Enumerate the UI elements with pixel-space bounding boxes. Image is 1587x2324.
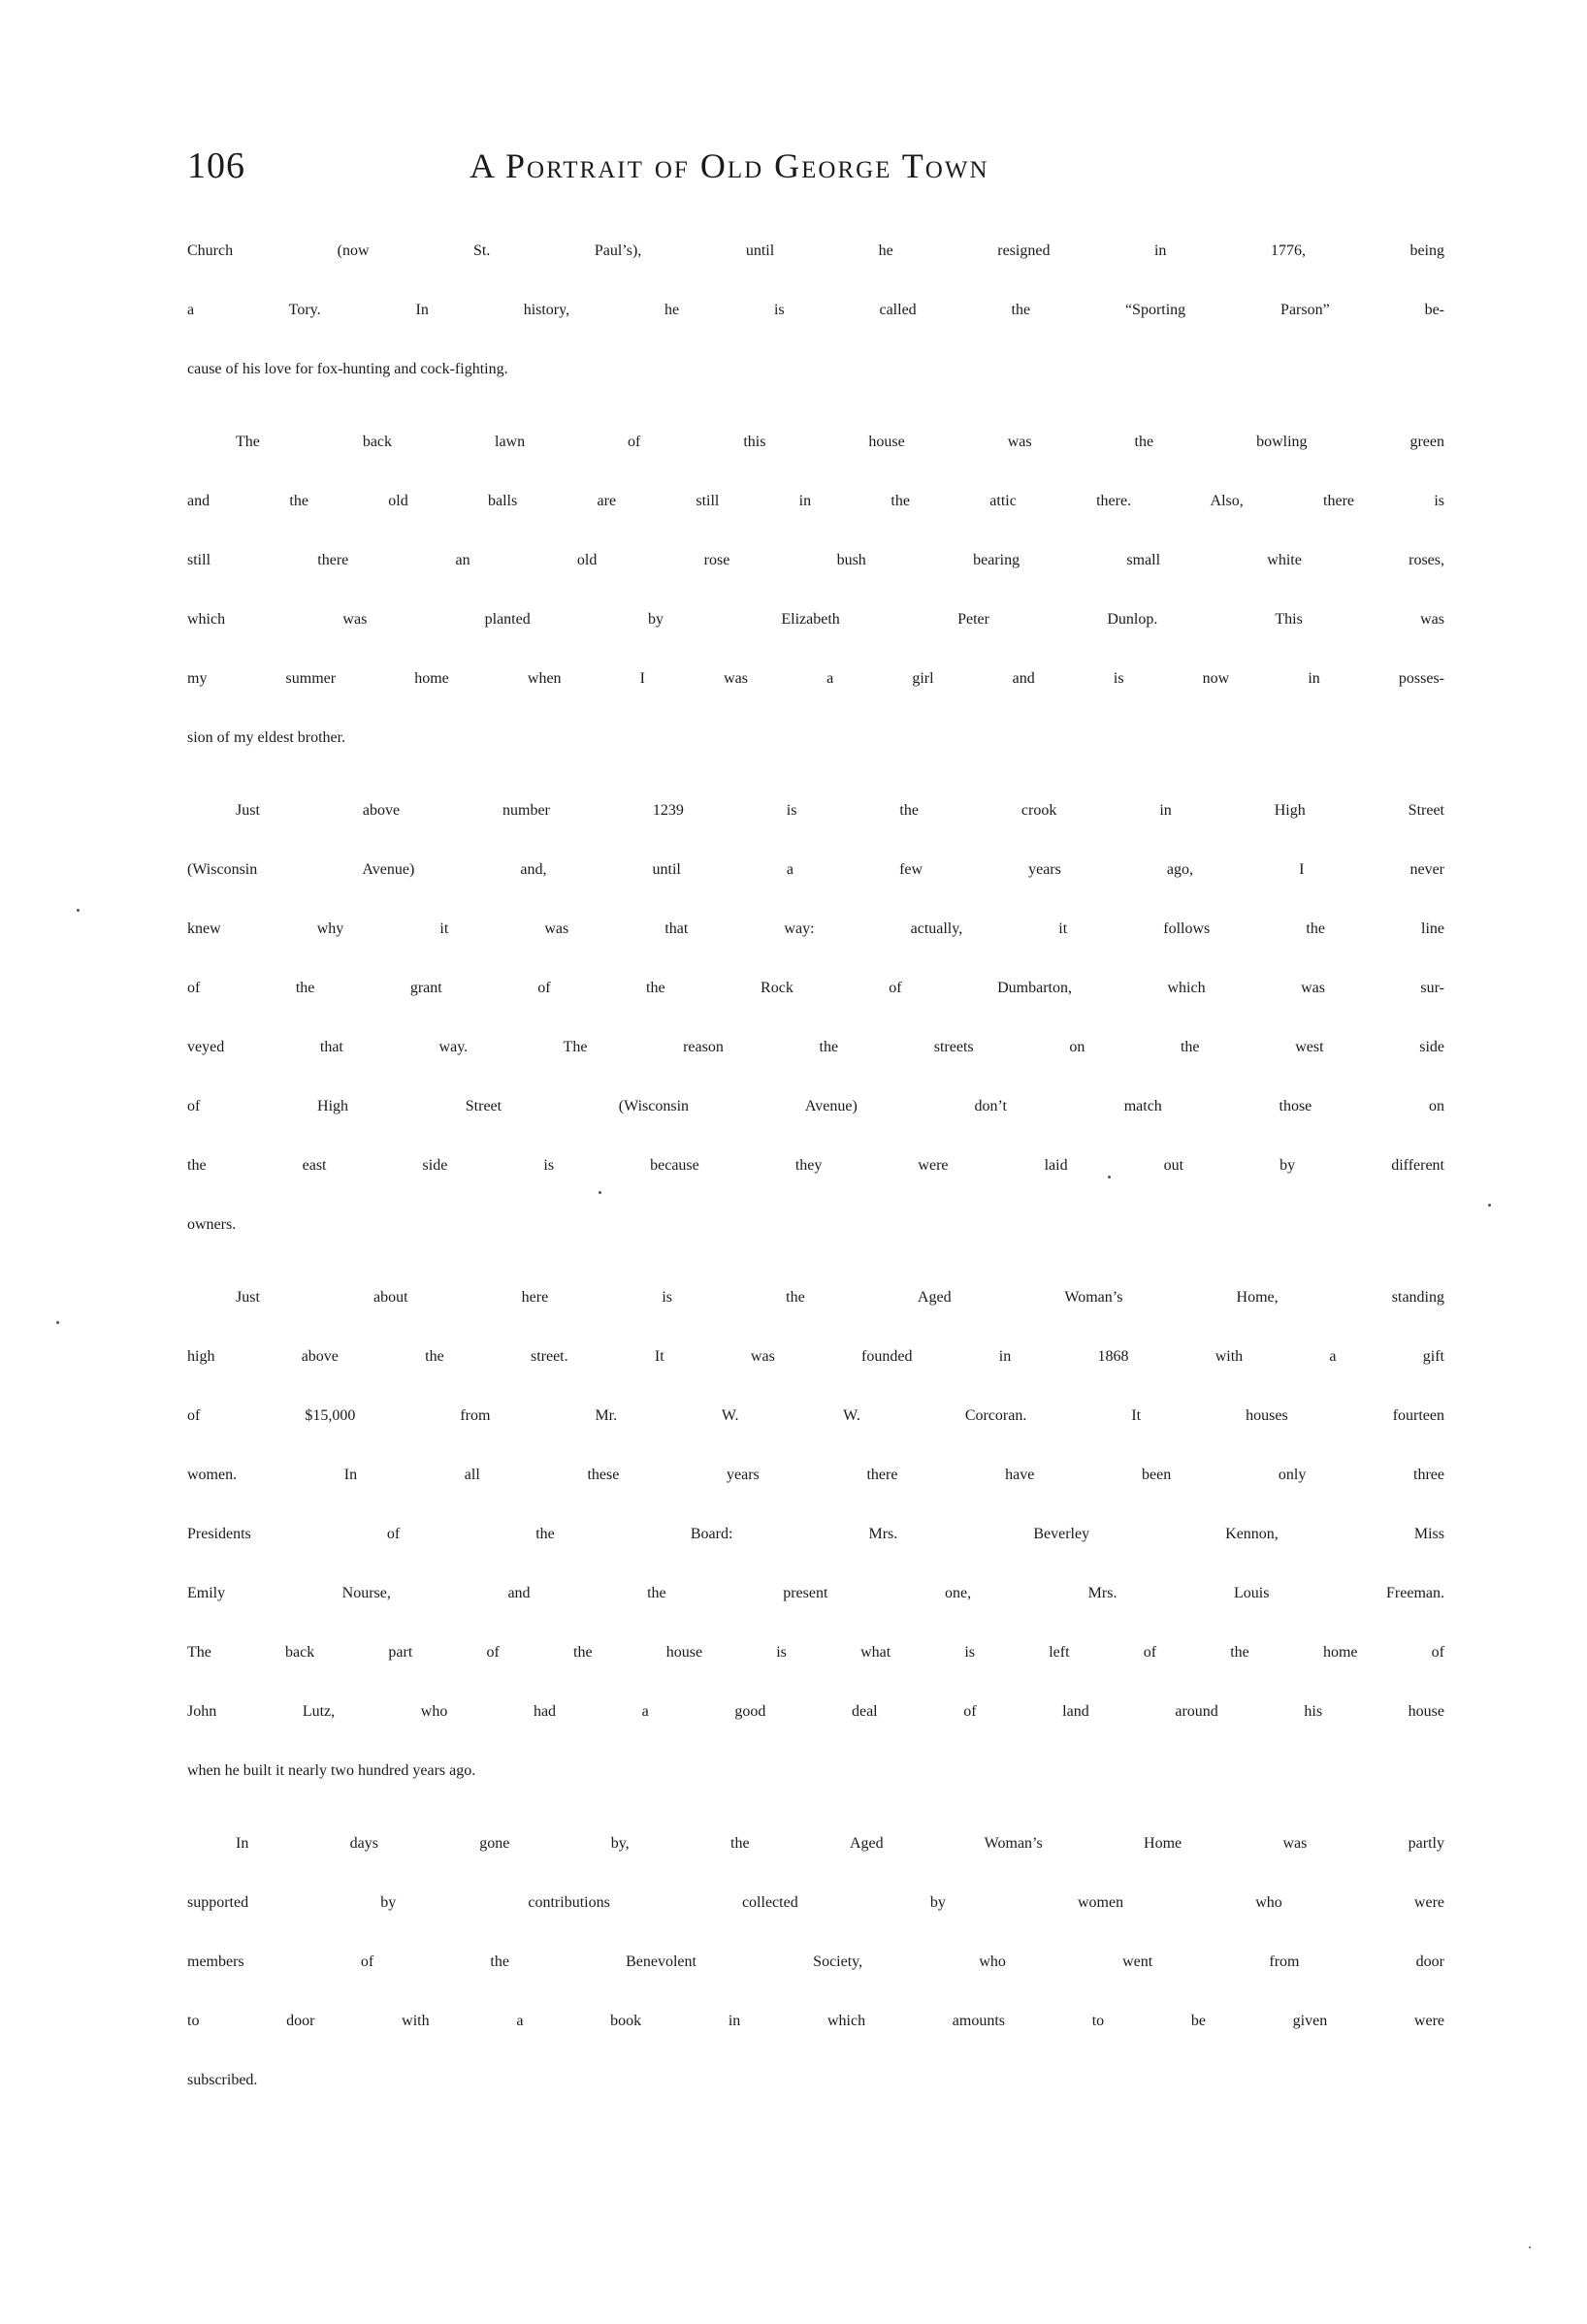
scan-speck — [1529, 2246, 1531, 2248]
scan-speck — [1488, 1204, 1491, 1207]
text-line: Presidents of the Board: Mrs. Beverley Kennon, Miss — [187, 1526, 1444, 1542]
text-line: The back part of the house is what is left of the home of — [187, 1644, 1444, 1661]
paragraph-3 — [187, 781, 1444, 1254]
body-text — [187, 221, 1444, 2123]
paragraph-5 — [187, 1814, 1444, 2110]
text-line: cause of his love for fox-hunting and cock-fighting. — [187, 361, 508, 377]
text-line: Just above number 1239 is the crook in High Street — [236, 802, 1444, 819]
text-line: members of the Benevolent Society, who went from door — [187, 1953, 1444, 1970]
text-line: knew why it was that way: actually, it follows the line — [187, 920, 1444, 937]
paragraph-4 — [187, 1268, 1444, 1800]
text-line: a Tory. In history, he is called the “Sporting Parson” be- — [187, 302, 1444, 318]
text-line: of $15,000 from Mr. W. W. Corcoran. It houses fourteen — [187, 1407, 1444, 1424]
text-line: sion of my eldest brother. — [187, 729, 346, 746]
text-line: of the grant of the Rock of Dumbarton, which was sur- — [187, 980, 1444, 996]
text-line: high above the street. It was founded in 1868 with a gift — [187, 1348, 1444, 1365]
scan-speck — [56, 1321, 59, 1324]
text-line: still there an old rose bush bearing small white roses, — [187, 552, 1444, 568]
text-line: veyed that way. The reason the streets on the west side — [187, 1039, 1444, 1055]
text-line: John Lutz, who had a good deal of land around his house — [187, 1703, 1444, 1720]
text-line: which was planted by Elizabeth Peter Dunlop. This was — [187, 611, 1444, 628]
text-line: the east side is because they were laid out by different — [187, 1157, 1444, 1174]
page-number: 106 — [187, 145, 245, 186]
text-line: owners. — [187, 1216, 237, 1233]
scan-speck — [1108, 1176, 1111, 1178]
paragraph-2 — [187, 412, 1444, 767]
text-line: my summer home when I was a girl and is now in posses- — [187, 670, 1444, 687]
text-line: of High Street (Wisconsin Avenue) don’t match those on — [187, 1098, 1444, 1114]
text-line: and the old balls are still in the attic there. Also, there is — [187, 493, 1444, 509]
text-line: (Wisconsin Avenue) and, until a few years ago, I never — [187, 861, 1444, 878]
text-line: women. In all these years there have been only three — [187, 1467, 1444, 1483]
running-title: A Portrait of Old George Town — [470, 146, 989, 185]
scan-speck — [77, 909, 80, 912]
text-line: Just about here is the Aged Woman’s Home, standing — [236, 1289, 1444, 1306]
text-line: when he built it nearly two hundred years ago. — [187, 1762, 476, 1779]
scan-speck — [599, 1191, 601, 1194]
text-line: subscribed. — [187, 2072, 258, 2088]
running-head — [187, 142, 1439, 190]
text-line: Emily Nourse, and the present one, Mrs. Louis Freeman. — [187, 1585, 1444, 1601]
text-line: supported by contributions collected by women who were — [187, 1894, 1444, 1911]
text-line: The back lawn of this house was the bowling green — [236, 434, 1444, 450]
text-line: to door with a book in which amounts to be given were — [187, 2013, 1444, 2029]
text-line: In days gone by, the Aged Woman’s Home was partly — [236, 1835, 1444, 1852]
text-line: Church (now St. Paul’s), until he resigned in 1776, being — [187, 242, 1444, 259]
paragraph-1 — [187, 221, 1444, 399]
